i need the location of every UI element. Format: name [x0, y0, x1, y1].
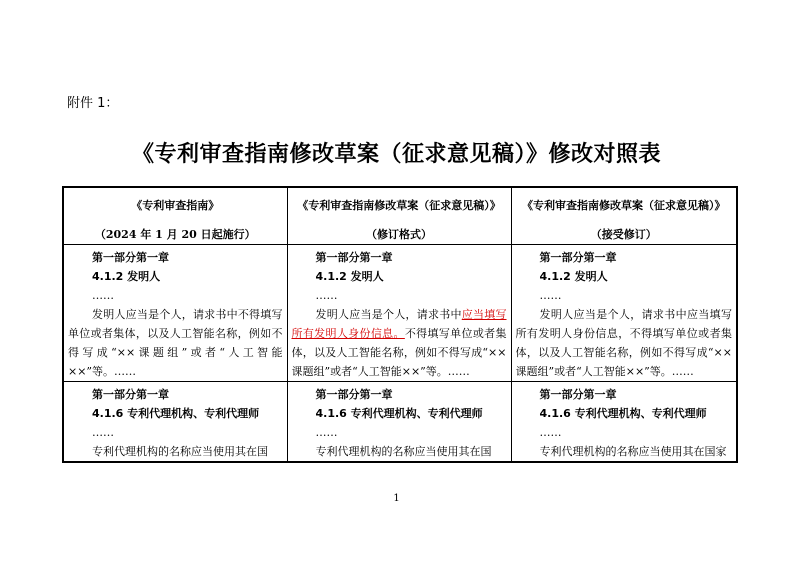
section-heading: 4.1.2 发明人: [315, 270, 384, 283]
table-row: [63, 245, 737, 382]
column-header-tracked: [287, 187, 511, 245]
text-segment: 专利代理机构的名称应当使用其在国: [92, 445, 268, 458]
table-cell: [287, 382, 511, 463]
table-cell: [63, 382, 287, 463]
comparison-table: [62, 186, 738, 463]
text-segment: 发明人应当是个人，请求书中应当填写所有发明人身份信息，不得填写单位或者集体，以及人工智能名称，例如不得写成“××课题组”或者“人工智能××”等。……: [515, 308, 732, 378]
body-text: [68, 305, 283, 381]
table-cell: [63, 245, 287, 382]
table-row: [63, 382, 737, 463]
body-text: [516, 305, 733, 381]
body-text: [292, 442, 507, 461]
column-header-title: 《专利审查指南》: [131, 199, 220, 212]
text-segment: 专利代理机构的名称应当使用其在国: [315, 445, 492, 458]
chapter-heading: 第一部分第一章: [92, 251, 169, 264]
text-segment: 发明人应当是个人，请求书中: [315, 308, 462, 321]
column-header-subtitle: （2024 年 1 月 20 日起施行）: [94, 228, 256, 241]
column-header-original: [63, 187, 287, 245]
ellipsis: ……: [539, 426, 562, 439]
table-cell: [511, 245, 737, 382]
chapter-heading: 第一部分第一章: [315, 388, 393, 401]
ellipsis: ……: [315, 289, 338, 302]
section-heading: 4.1.2 发明人: [539, 270, 608, 283]
attachment-label: 附件 1：: [67, 96, 119, 111]
page-number: 1: [393, 493, 400, 504]
section-heading: 4.1.6 专利代理机构、专利代理师: [92, 407, 260, 420]
ellipsis: ……: [92, 426, 114, 439]
page-title: 《专利审查指南修改草案（征求意见稿）》修改对照表: [131, 142, 661, 167]
body-text: [68, 442, 283, 461]
ellipsis: ……: [315, 426, 338, 439]
chapter-heading: 第一部分第一章: [539, 388, 617, 401]
section-heading: 4.1.6 专利代理机构、专利代理师: [315, 407, 483, 420]
table-cell: [511, 382, 737, 463]
text-segment: 专利代理机构的名称应当使用其在国家: [539, 445, 727, 458]
column-header-subtitle: （修订格式）: [366, 228, 432, 241]
chapter-heading: 第一部分第一章: [539, 251, 617, 264]
column-header-subtitle: （接受修订）: [590, 228, 657, 241]
section-heading: 4.1.6 专利代理机构、专利代理师: [539, 407, 707, 420]
text-segment: 发明人应当是个人，请求书中不得填写单位或者集体，以及人工智能名称，例如不得写成“××课题组”或者“人工智能××”等。……: [68, 308, 283, 378]
column-header-title: 《专利审查指南修改草案（征求意见稿）》: [522, 199, 726, 212]
column-header-accepted: [511, 187, 737, 245]
table-header-row: [63, 187, 737, 245]
body-text: [292, 305, 507, 381]
chapter-heading: 第一部分第一章: [315, 251, 393, 264]
inserted-text: 应当填写所有发明人身份信息。: [291, 308, 507, 340]
column-header-title: 《专利审查指南修改草案（征求意见稿）》: [297, 199, 501, 212]
ellipsis: ……: [92, 289, 114, 302]
table-cell: [287, 245, 511, 382]
ellipsis: ……: [539, 289, 562, 302]
chapter-heading: 第一部分第一章: [92, 388, 169, 401]
text-segment: 不得填写单位或者集体，以及人工智能名称，例如不得写成“××课题组”或者“人工智能××”等。……: [291, 327, 507, 378]
body-text: [516, 442, 733, 461]
section-heading: 4.1.2 发明人: [92, 270, 161, 283]
